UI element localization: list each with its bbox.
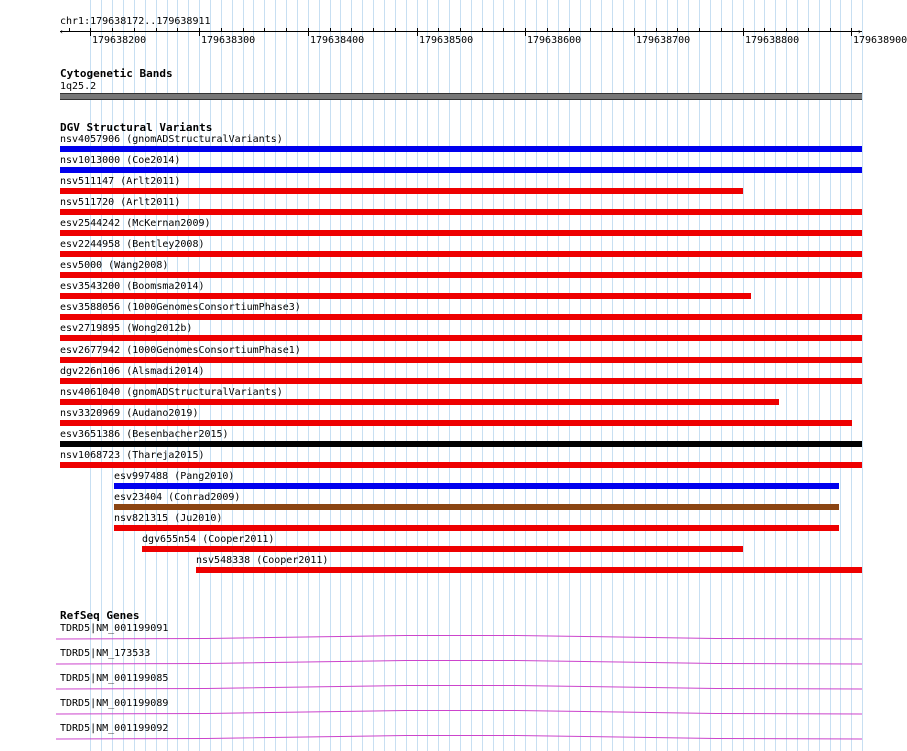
dgv-feature-bar[interactable] [142, 546, 743, 552]
dgv-feature-bar[interactable] [60, 251, 862, 257]
dgv-feature-label: esv2244958 (Bentley2008) [60, 239, 205, 250]
dgv-feature-bar[interactable] [60, 146, 862, 152]
refseq-transcript-label: TDRD5|NM_001199092 [60, 723, 169, 734]
dgv-feature-bar[interactable] [196, 567, 862, 573]
ruler-minor-tick [112, 28, 113, 32]
dgv-feature-label: esv997488 (Pang2010) [114, 471, 235, 482]
ruler-minor-tick [460, 28, 461, 32]
refseq-transcript-line[interactable] [56, 633, 866, 641]
ruler-tick-label: 179638500 [419, 35, 474, 46]
dgv-feature-bar[interactable] [60, 314, 862, 320]
ruler-minor-tick [569, 28, 570, 32]
ruler-minor-tick [221, 28, 222, 32]
ruler-tick [634, 28, 635, 36]
dgv-feature-bar[interactable] [60, 420, 852, 426]
dgv-feature-label: esv2719895 (Wong2012b) [60, 323, 193, 334]
ruler-axis [60, 31, 862, 32]
ruler-left-arrow: ‹ [59, 27, 64, 36]
dgv-feature-label: nsv1068723 (Thareja2015) [60, 450, 205, 461]
ruler-minor-tick [590, 28, 591, 32]
dgv-feature-label: esv3651386 (Besenbacher2015) [60, 429, 229, 440]
dgv-feature-bar[interactable] [60, 293, 751, 299]
ruler-tick-label: 179638300 [201, 35, 256, 46]
refseq-transcript-label: TDRD5|NM_001199085 [60, 673, 169, 684]
dgv-feature-label: nsv1013000 (Coe2014) [60, 155, 181, 166]
ruler-tick [851, 28, 852, 36]
ruler-minor-tick [830, 28, 831, 32]
ruler-tick-label: 179638200 [92, 35, 147, 46]
dgv-feature-bar[interactable] [114, 483, 839, 489]
dgv-feature-label: dgv226n106 (Alsmadi2014) [60, 366, 205, 377]
cytoband-bar[interactable] [60, 93, 862, 100]
ruler-minor-tick [721, 28, 722, 32]
ruler-minor-tick [699, 28, 700, 32]
ruler-tick [743, 28, 744, 36]
refseq-transcript-line[interactable] [56, 733, 866, 741]
refseq-transcript-line[interactable] [56, 683, 866, 691]
dgv-feature-label: nsv511720 (Arlt2011) [60, 197, 181, 208]
refseq-transcript-label: TDRD5|NM_173533 [60, 648, 151, 659]
dgv-feature-label: dgv655n54 (Cooper2011) [142, 534, 275, 545]
ruler-minor-tick [482, 28, 483, 32]
dgv-feature-label: esv23404 (Conrad2009) [114, 492, 241, 503]
ruler-minor-tick [134, 28, 135, 32]
dgv-feature-bar[interactable] [60, 167, 862, 173]
ruler-minor-tick [547, 28, 548, 32]
ruler-tick-label: 179638600 [527, 35, 582, 46]
ruler-minor-tick [612, 28, 613, 32]
ruler-tick-label: 179638900 [853, 35, 907, 46]
dgv-feature-bar[interactable] [60, 335, 862, 341]
dgv-feature-bar[interactable] [60, 230, 862, 236]
ruler-minor-tick [373, 28, 374, 32]
ruler-minor-tick [764, 28, 765, 32]
dgv-feature-bar[interactable] [114, 525, 839, 531]
dgv-feature-bar[interactable] [60, 378, 862, 384]
track-title-dgv: DGV Structural Variants [60, 121, 213, 134]
dgv-feature-bar[interactable] [60, 209, 862, 215]
ruler-minor-tick [677, 28, 678, 32]
ruler-tick [417, 28, 418, 36]
dgv-feature-label: esv3588056 (1000GenomesConsortiumPhase3) [60, 302, 301, 313]
ruler-minor-tick [395, 28, 396, 32]
dgv-feature-label: nsv821315 (Ju2010) [114, 513, 223, 524]
ruler-minor-tick [438, 28, 439, 32]
ruler-tick [199, 28, 200, 36]
cytoband-label: 1q25.2 [60, 81, 97, 92]
ruler-minor-tick [656, 28, 657, 32]
ruler-minor-tick [69, 28, 70, 32]
dgv-feature-label: nsv3320969 (Audano2019) [60, 408, 199, 419]
track-title-cytoband: Cytogenetic Bands [60, 67, 173, 80]
dgv-feature-bar[interactable] [60, 188, 743, 194]
dgv-feature-bar[interactable] [60, 272, 862, 278]
dgv-feature-bar[interactable] [114, 504, 839, 510]
refseq-transcript-label: TDRD5|NM_001199089 [60, 698, 169, 709]
track-title-refseq: RefSeq Genes [60, 609, 140, 622]
refseq-transcript-line[interactable] [56, 708, 866, 716]
dgv-feature-bar[interactable] [60, 441, 862, 447]
dgv-feature-label: esv5000 (Wang2008) [60, 260, 169, 271]
dgv-feature-label: nsv511147 (Arlt2011) [60, 176, 181, 187]
dgv-feature-bar[interactable] [60, 399, 779, 405]
ruler-minor-tick [808, 28, 809, 32]
ruler-minor-tick [177, 28, 178, 32]
ruler-minor-tick [330, 28, 331, 32]
dgv-feature-label: esv3543200 (Boomsma2014) [60, 281, 205, 292]
ruler-tick-label: 179638800 [745, 35, 800, 46]
dgv-feature-label: nsv4057906 (gnomADStructuralVariants) [60, 134, 283, 145]
ruler-minor-tick [786, 28, 787, 32]
dgv-feature-label: esv2544242 (McKernan2009) [60, 218, 211, 229]
dgv-feature-bar[interactable] [60, 462, 862, 468]
ruler-minor-tick [503, 28, 504, 32]
ruler-minor-tick [286, 28, 287, 32]
ruler-tick [90, 28, 91, 36]
ruler-tick [525, 28, 526, 36]
dgv-feature-label: esv2677942 (1000GenomesConsortiumPhase1) [60, 345, 301, 356]
refseq-transcript-label: TDRD5|NM_001199091 [60, 623, 169, 634]
dgv-feature-label: nsv4061040 (gnomADStructuralVariants) [60, 387, 283, 398]
ruler-tick-label: 179638400 [310, 35, 365, 46]
ruler-right-arrow: › [857, 27, 862, 36]
dgv-feature-bar[interactable] [60, 357, 862, 363]
location-label: chr1:179638172..179638911 [60, 16, 211, 27]
dgv-feature-label: nsv548338 (Cooper2011) [196, 555, 329, 566]
ruler-minor-tick [351, 28, 352, 32]
ruler-minor-tick [264, 28, 265, 32]
ruler-tick [308, 28, 309, 36]
ruler-tick-label: 179638700 [636, 35, 691, 46]
ruler-minor-tick [243, 28, 244, 32]
ruler-minor-tick [156, 28, 157, 32]
refseq-transcript-line[interactable] [56, 658, 866, 666]
